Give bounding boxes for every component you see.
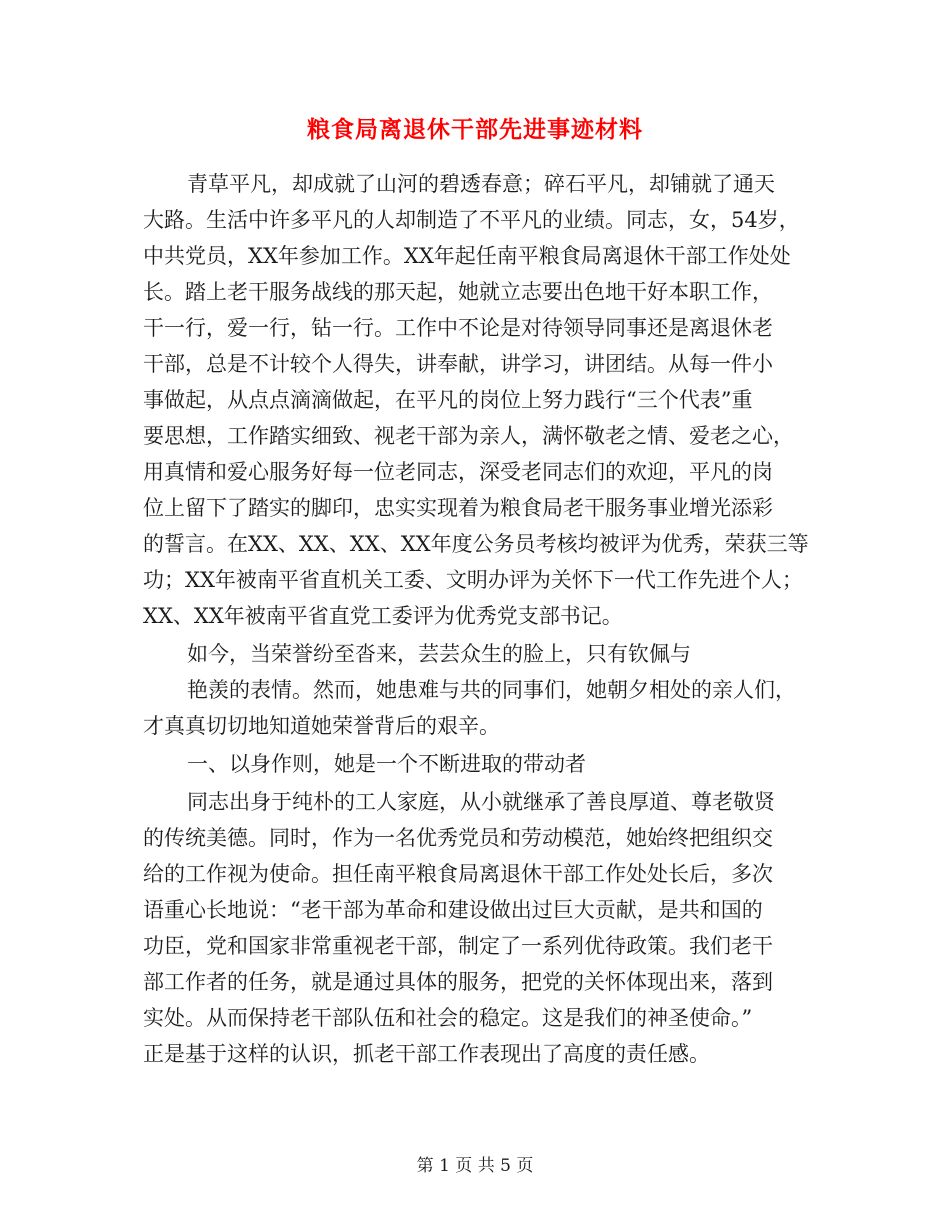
body-line: 的誓言。在XX、XX、XX、XX年度公务员考核均被评为优秀，荣获三等 [143, 532, 809, 556]
body-line: 要思想，工作踏实细致、视老干部为亲人，满怀敬老之情、爱老之心， [143, 424, 794, 448]
body-line: 中共党员，XX年参加工作。XX年起任南平粮食局离退休干部工作处处 [143, 244, 791, 268]
body-line: 青草平凡，却成就了山河的碧透春意；碎石平凡，却铺就了通天 [187, 172, 775, 196]
document-title: 粮食局离退休干部先进事迹材料 [307, 116, 643, 143]
section-heading: 一、以身作则，她是一个不断进取的带动者 [187, 752, 586, 776]
body-line: 如今，当荣誉纷至沓来，芸芸众生的脸上，只有钦佩与 [187, 642, 691, 666]
page-number: 第 1 页 共 5 页 [416, 1156, 534, 1176]
body-line: 大路。生活中许多平凡的人却制造了不平凡的业绩。同志，女，54岁， [143, 208, 800, 232]
body-line: 功臣，党和国家非常重视老干部，制定了一系列优待政策。我们老干 [143, 934, 773, 958]
body-line: 干一行，爱一行，钻一行。工作中不论是对待领导同事还是离退休老 [143, 316, 773, 340]
body-line: 艳羡的表情。然而，她患难与共的同事们，她朝夕相处的亲人们， [187, 678, 796, 702]
body-line: XX、XX年被南平省直党工委评为优秀党支部书记。 [143, 604, 623, 628]
body-line: 才真真切切地知道她荣誉背后的艰辛。 [143, 714, 500, 738]
body-line: 的传统美德。同时，作为一名优秀党员和劳动模范，她始终把组织交 [143, 826, 773, 850]
body-line: 位上留下了踏实的脚印，忠实实现着为粮食局老干服务事业增光添彩 [143, 496, 773, 520]
body-line: 事做起，从点点滴滴做起，在平凡的岗位上努力践行“三个代表”重 [143, 388, 753, 412]
body-line: 实处。从而保持老干部队伍和社会的稳定。这是我们的神圣使命。” [143, 1006, 753, 1030]
body-line: 语重心长地说：“老干部为革命和建设做出过巨大贡献，是共和国的 [143, 898, 763, 922]
body-line: 长。踏上老干服务战线的那天起，她就立志要出色地干好本职工作， [143, 280, 773, 304]
body-line: 给的工作视为使命。担任南平粮食局离退休干部工作处处长后，多次 [143, 862, 773, 886]
body-line: 同志出身于纯朴的工人家庭，从小就继承了善良厚道、尊老敬贤 [187, 790, 775, 814]
body-line: 正是基于这样的认识，抓老干部工作表现出了高度的责任感。 [143, 1042, 710, 1066]
body-line: 部工作者的任务，就是通过具体的服务，把党的关怀体现出来，落到 [143, 970, 773, 994]
body-line: 用真情和爱心服务好每一位老同志，深受老同志们的欢迎，平凡的岗 [143, 460, 773, 484]
body-line: 功；XX年被南平省直机关工委、文明办评为关怀下一代工作先进个人； [143, 568, 803, 592]
body-line: 干部，总是不计较个人得失，讲奉献，讲学习，讲团结。从每一件小 [143, 352, 773, 376]
